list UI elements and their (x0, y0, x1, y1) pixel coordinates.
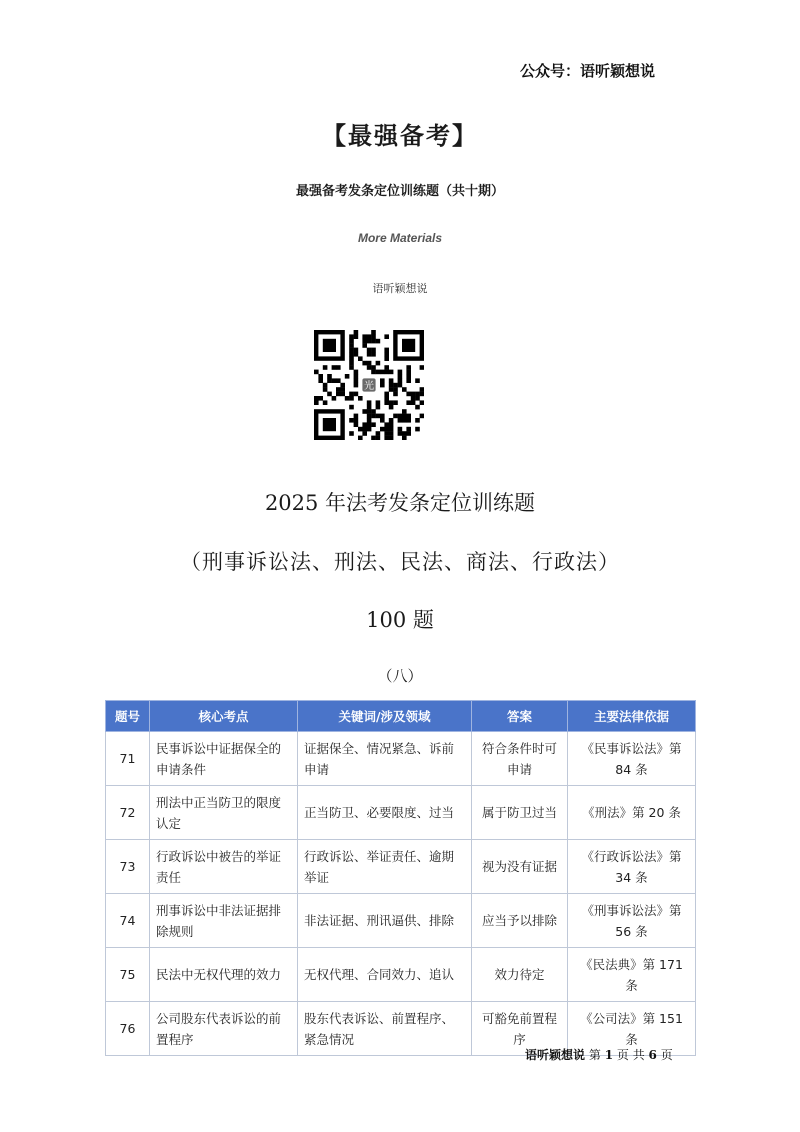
table-row (106, 840, 696, 894)
cell-answer: 属于防卫过当 (472, 786, 568, 840)
cell-keywords: 行政诉讼、举证责任、逾期举证 (298, 840, 472, 894)
cell-core-point: 民事诉讼中证据保全的申请条件 (150, 732, 298, 786)
cell-keywords: 股东代表诉讼、前置程序、紧急情况 (298, 1002, 472, 1056)
qr-code (314, 330, 424, 440)
footer-total-pages: 6 (648, 1048, 657, 1062)
cell-number: 76 (106, 1002, 150, 1056)
footer-text-2: 页 共 (616, 1048, 645, 1062)
author-name: 语听颖想说 (372, 282, 428, 295)
bracket-title: 【最强备考】 (322, 121, 478, 150)
footer-text-1: 第 (588, 1048, 601, 1062)
table-row (106, 786, 696, 840)
table-header-row (106, 701, 696, 732)
cell-core-point: 公司股东代表诉讼的前置程序 (150, 1002, 298, 1056)
cell-keywords: 无权代理、合同效力、追认 (298, 948, 472, 1002)
header-keywords: 关键词/涉及领域 (298, 701, 472, 732)
cell-answer: 效力待定 (472, 948, 568, 1002)
cell-legal-basis: 《行政诉讼法》第 34 条 (568, 840, 696, 894)
table-row (106, 732, 696, 786)
cell-core-point: 刑事诉讼中非法证据排除规则 (150, 894, 298, 948)
cell-answer: 视为没有证据 (472, 840, 568, 894)
table-row (106, 894, 696, 948)
cell-legal-basis: 《刑事诉讼法》第 56 条 (568, 894, 696, 948)
questions-table (105, 700, 696, 1056)
cell-number: 72 (106, 786, 150, 840)
issue-number: （八） (377, 667, 423, 685)
subjects-title: （刑事诉讼法、刑法、民法、商法、行政法） (180, 550, 620, 574)
cell-core-point: 刑法中正当防卫的限度认定 (150, 786, 298, 840)
cell-legal-basis: 《民事诉讼法》第 84 条 (568, 732, 696, 786)
question-count: 100 题 (366, 608, 434, 632)
header-core-point: 核心考点 (150, 701, 298, 732)
cell-answer: 可豁免前置程序 (472, 1002, 568, 1056)
header-legal-basis: 主要法律依据 (568, 701, 696, 732)
cell-legal-basis: 《民法典》第 171 条 (568, 948, 696, 1002)
cell-keywords: 非法证据、刑讯逼供、排除 (298, 894, 472, 948)
cell-number: 75 (106, 948, 150, 1002)
footer-brand: 语听颖想说 (525, 1048, 586, 1062)
cell-number: 71 (106, 732, 150, 786)
header-number: 题号 (106, 701, 150, 732)
cell-core-point: 民法中无权代理的效力 (150, 948, 298, 1002)
qr-code-icon (314, 330, 424, 440)
more-materials-label: More Materials (357, 231, 443, 245)
footer-page-number: 1 (604, 1048, 614, 1062)
cell-answer: 符合条件时可申请 (472, 732, 568, 786)
cell-number: 73 (106, 840, 150, 894)
main-title: 2025 年法考发条定位训练题 (264, 491, 536, 515)
cell-keywords: 正当防卫、必要限度、过当 (298, 786, 472, 840)
footer-text-3: 页 (660, 1048, 673, 1062)
cover-subtitle: 最强备考发条定位训练题（共十期） (295, 184, 504, 199)
cell-legal-basis: 《刑法》第 20 条 (568, 786, 696, 840)
cell-core-point: 行政诉讼中被告的举证责任 (150, 840, 298, 894)
qr-center-logo: 光 (364, 381, 374, 392)
cell-legal-basis: 《公司法》第 151 条 (568, 1002, 696, 1056)
header-answer: 答案 (472, 701, 568, 732)
cell-number: 74 (106, 894, 150, 948)
cell-answer: 应当予以排除 (472, 894, 568, 948)
table-row (106, 948, 696, 1002)
page-footer (525, 1046, 673, 1063)
cell-keywords: 证据保全、情况紧急、诉前申请 (298, 732, 472, 786)
account-header: 公众号：语听颖想说 (520, 62, 656, 80)
